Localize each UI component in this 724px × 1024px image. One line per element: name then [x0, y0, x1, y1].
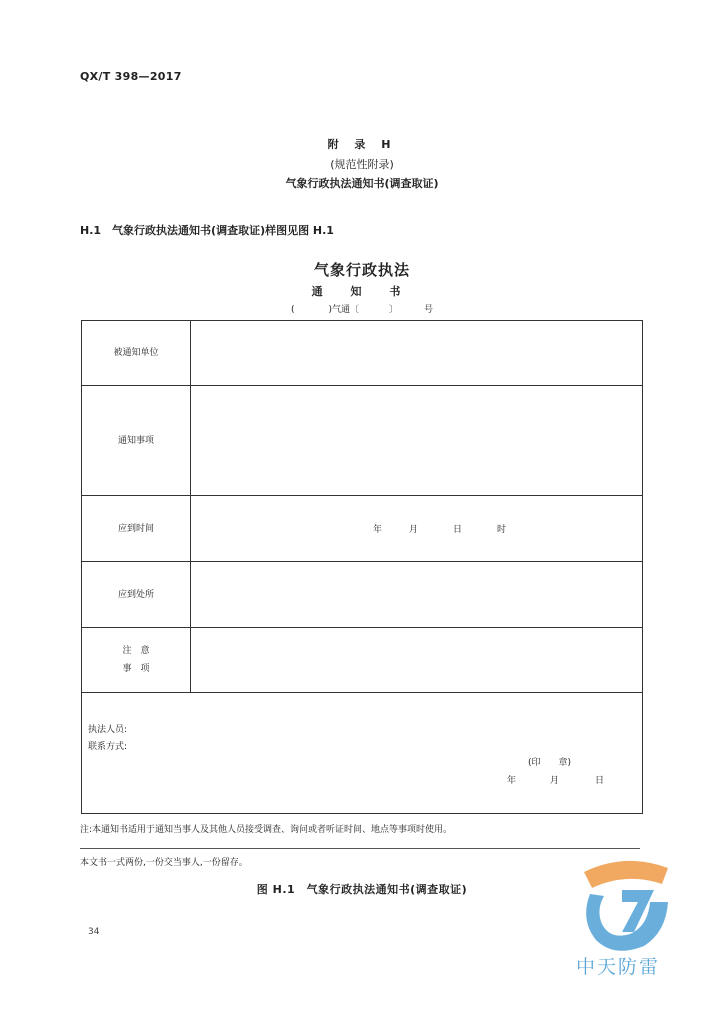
row-notice-matters — [82, 386, 642, 496]
doc-number-open: ( — [290, 305, 295, 315]
notice-form-table — [81, 320, 643, 814]
label-report-time: 应到时间 — [82, 496, 191, 561]
date-day: 日 — [453, 525, 463, 535]
form-note: 注:本通知书适用于通知当事人及其他人员接受调查、询问或者听证时间、地点等事项时使用。 — [80, 825, 453, 835]
figure-caption: 图 H.1 气象行政执法通知书(调查取证) — [256, 883, 468, 896]
watermark-text: 中天防雷 — [576, 956, 661, 978]
row-notified-unit — [82, 321, 642, 386]
doc-number-suffix: 号 — [424, 305, 434, 315]
signature-area — [82, 693, 642, 813]
row-attention — [82, 628, 642, 693]
form-subtitle: 通 知 书 — [311, 285, 413, 298]
date-hour: 时 — [497, 525, 507, 535]
officers-label: 执法人员: — [88, 725, 128, 735]
date-year: 年 — [373, 525, 383, 535]
row-report-place — [82, 562, 642, 628]
field-report-time[interactable] — [191, 496, 642, 561]
label-attention — [82, 628, 191, 692]
contact-label: 联系方式: — [88, 742, 128, 752]
copies-note: 本文书一式两份,一份交当事人,一份留存。 — [80, 858, 248, 868]
seal-label: (印 章) — [528, 758, 572, 768]
field-notice-matters[interactable] — [191, 386, 642, 495]
field-notified-unit[interactable] — [191, 321, 642, 385]
section-heading: H.1 气象行政执法通知书(调查取证)样图见图 H.1 — [80, 224, 334, 237]
page-number: 34 — [88, 927, 100, 937]
form-title: 气象行政执法 — [313, 261, 410, 279]
field-attention[interactable] — [191, 628, 642, 692]
document-number — [0, 302, 724, 315]
appendix-name: 气象行政执法通知书(调查取证) — [285, 177, 439, 190]
row-report-time — [82, 496, 642, 562]
doc-number-close: 〕 — [389, 305, 399, 315]
label-notified-unit: 被通知单位 — [82, 321, 191, 385]
sign-month: 月 — [550, 776, 560, 786]
label-report-place: 应到处所 — [82, 562, 191, 627]
doc-number-mid: )气通〔 — [328, 305, 359, 315]
label-notice-matters: 通知事项 — [82, 386, 191, 495]
sign-day: 日 — [595, 776, 605, 786]
label-attention-line1: 注 意 — [122, 646, 150, 656]
appendix-title: 附 录 H — [327, 138, 397, 151]
standard-code: QX/T 398—2017 — [80, 70, 182, 83]
label-attention-line2: 事 项 — [122, 664, 150, 674]
date-month: 月 — [409, 525, 419, 535]
appendix-type: (规范性附录) — [330, 158, 394, 171]
sign-year: 年 — [507, 776, 517, 786]
field-report-place[interactable] — [191, 562, 642, 627]
divider — [80, 848, 640, 849]
